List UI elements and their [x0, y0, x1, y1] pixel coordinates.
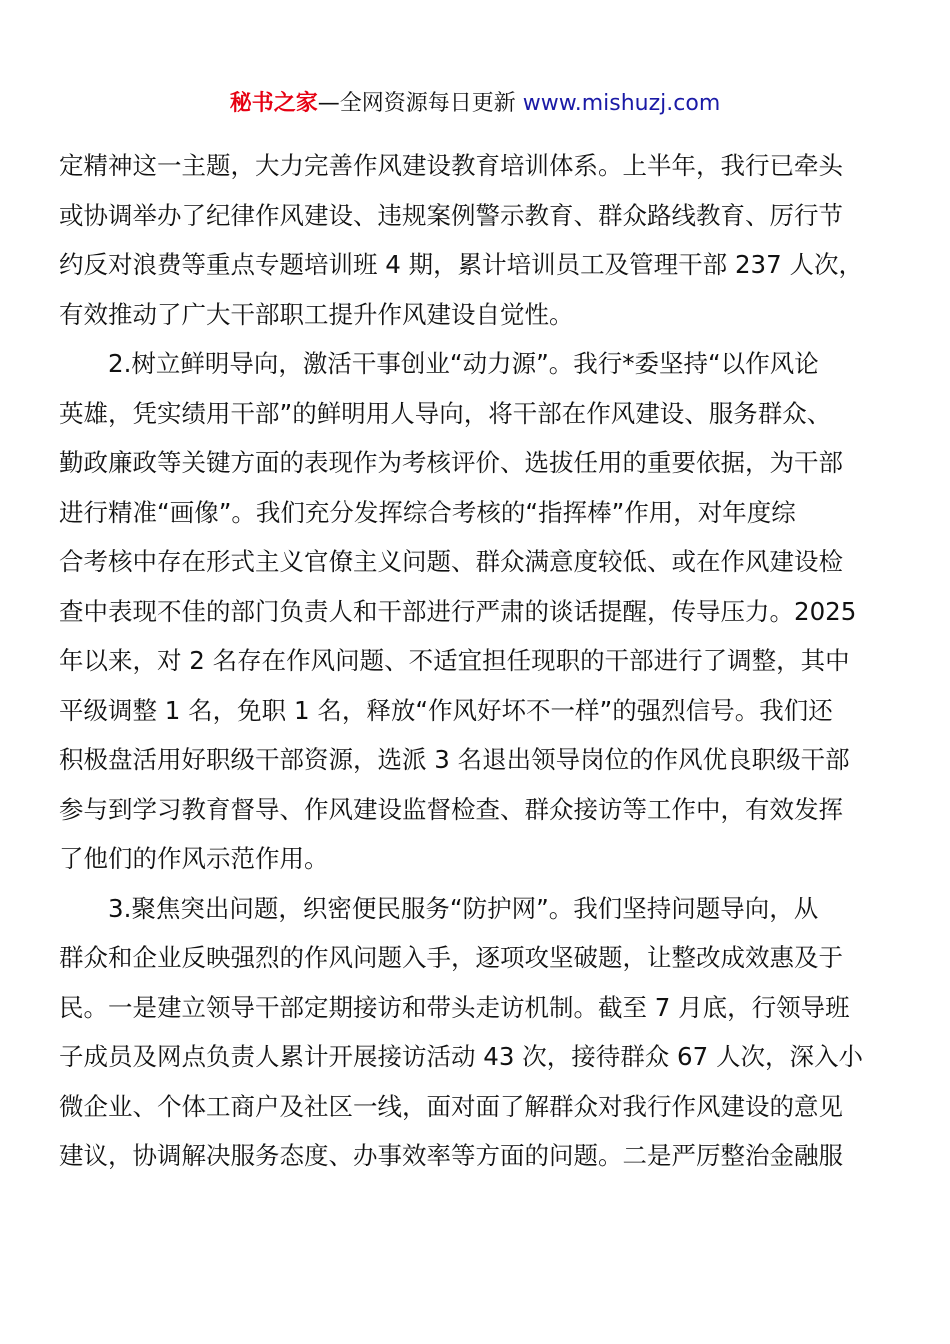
text-line: 定精神这一主题，大力完善作风建设教育培训体系。上半年，我行已牵头 [59, 151, 843, 180]
text-line: 合考核中存在形式主义官僚主义问题、群众满意度较低、或在作风建设检 [59, 547, 843, 576]
text-line: 进行精准“画像”。我们充分发挥综合考核的“指挥棒”作用，对年度综 [59, 497, 796, 527]
text-line: 积极盘活用好职级干部资源，选派 3 名退出领导岗位的作风优良职级干部 [59, 745, 850, 774]
text-line: 有效推动了广大干部职工提升作风建设自觉性。 [59, 299, 574, 329]
text-line: 民。一是建立领导干部定期接访和带头走访机制。截至 7 月底，行领导班 [59, 992, 850, 1022]
text-line: 了他们的作风示范作用。 [59, 844, 329, 873]
text-line: 微企业、个体工商户及社区一线，面对面了解群众对我行作风建设的意见 [59, 1091, 843, 1121]
text-line: 参与到学习教育督导、作风建设监督检查、群众接访等工作中，有效发挥 [59, 794, 843, 824]
site-tagline: —全网资源每日更新 [317, 91, 523, 116]
text-line: 3.聚焦突出问题，织密便民服务“防护网”。我们坚持问题导向，从 [108, 893, 819, 923]
text-line: 或协调举办了纪律作风建设、违规案例警示教育、群众路线教育、厉行节 [59, 200, 843, 230]
text-line: 英雄，凭实绩用干部”的鲜明用人导向，将干部在作风建设、服务群众、 [59, 398, 832, 428]
page-header [0, 88, 950, 120]
text-line: 2.树立鲜明导向，激活干事创业“动力源”。我行*委坚持“以作风论 [108, 349, 819, 378]
text-line: 群众和企业反映强烈的作风问题入手，逐项攻坚破题，让整改成效惠及于 [59, 943, 843, 972]
text-line: 勤政廉政等关键方面的表现作为考核评价、选拔任用的重要依据，为干部 [59, 448, 843, 477]
text-line: 查中表现不佳的部门负责人和干部进行严肃的谈话提醒，传导压力。2025 [59, 596, 857, 626]
document-body [59, 146, 889, 1186]
text-line: 子成员及网点负责人累计开展接访活动 43 次，接待群众 67 人次，深入小 [59, 1042, 863, 1071]
text-line: 约反对浪费等重点专题培训班 4 期，累计培训员工及管理干部 237 人次， [59, 250, 863, 279]
text-line: 平级调整 1 名，免职 1 名，释放“作风好坏不一样”的强烈信号。我们还 [59, 695, 833, 725]
text-line: 建议，协调解决服务态度、办事效率等方面的问题。二是严厉整治金融服 [59, 1141, 843, 1170]
text-line: 年以来，对 2 名存在作风问题、不适宜担任现职的干部进行了调整，其中 [59, 646, 850, 675]
site-url-link[interactable]: www.mishuzj.com [522, 91, 721, 116]
site-brand: 秘书之家 [229, 91, 318, 116]
